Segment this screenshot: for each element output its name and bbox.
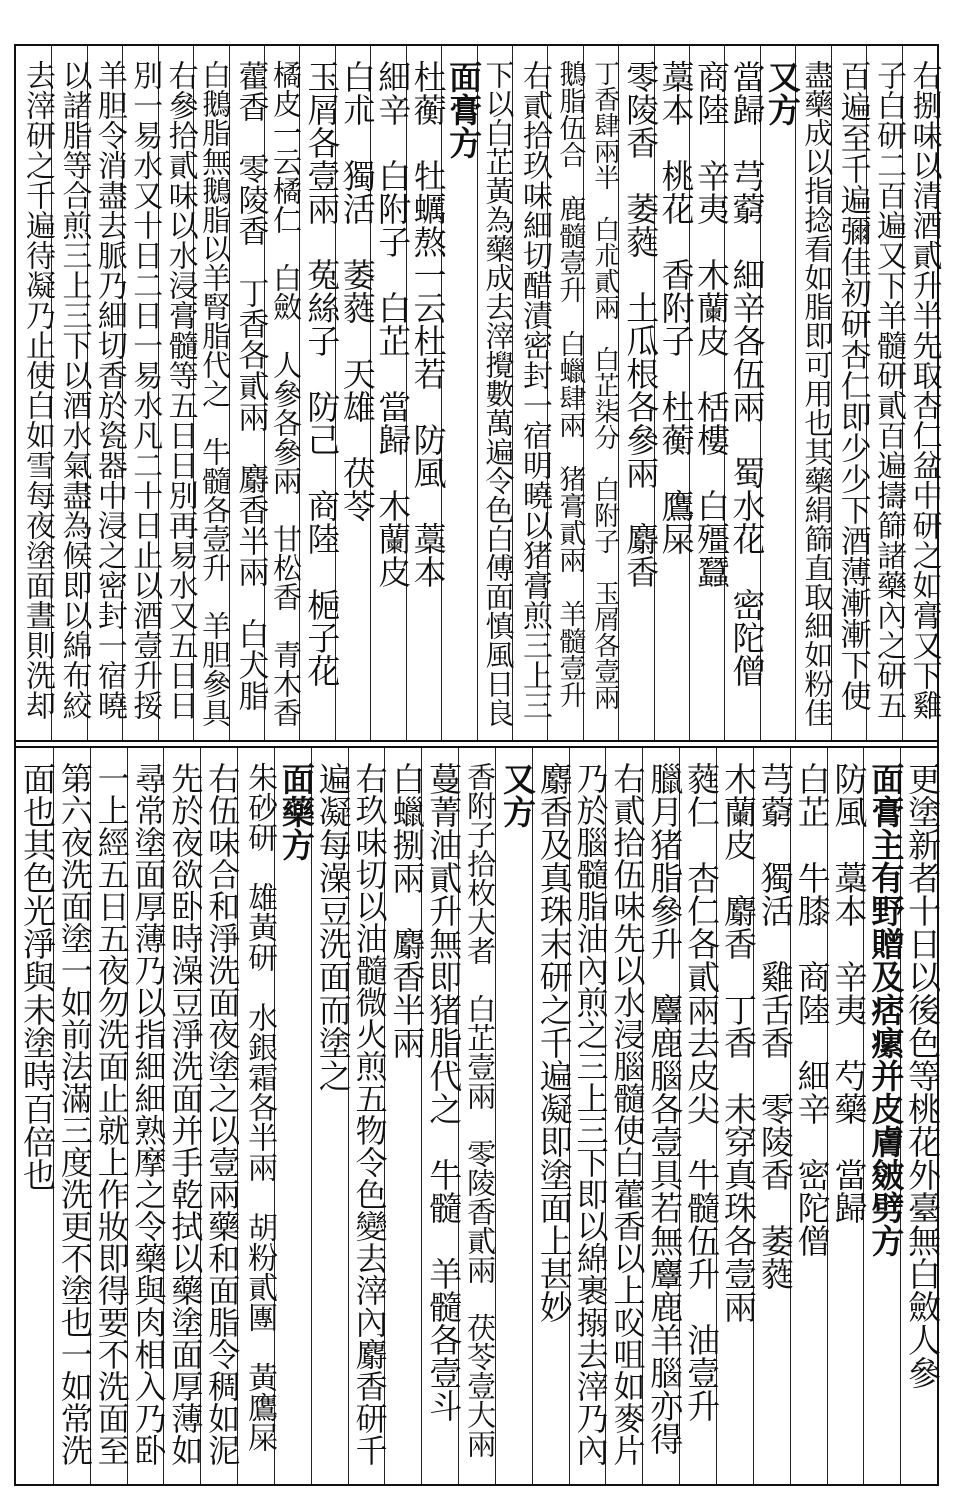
bottom-text-column xyxy=(53,748,94,1484)
column-text: 商陸 辛夷 木蘭皮 栝樓 白殭蠶 xyxy=(692,60,732,588)
column-text: 蔓菁油貳升無即猪脂代之 牛髓 羊髓各壹斗 xyxy=(424,762,464,1422)
column-text: 藁本 桃花 香附子 杜蘅 鷹屎 xyxy=(656,60,696,555)
recipe-title: 面藥方 xyxy=(276,762,316,861)
column-text: 右貳拾玖味細切醋漬密封一宿明曉以猪膏煎三上三 xyxy=(516,60,552,720)
column-text: 右參拾貳味以水浸膏髓等五日日別再易水又五日日 xyxy=(162,60,198,720)
column-text: 下以白芷黃為藥成去滓攪數萬遍令色白傅面慎風日良 xyxy=(481,60,516,727)
column-text: 百遍至千遍彌佳初研杏仁即少少下酒薄漸漸下使 xyxy=(834,60,871,711)
column-text: 朱砂研 雄黃研 水銀霜各半兩 胡粉貳團 黃鷹屎 xyxy=(242,762,278,1452)
column-text: 白鵝脂無鵝脂以羊腎脂代之 牛髓各壹升 羊胆參具 xyxy=(198,60,233,727)
column-text: 去滓研之千遍待凝乃止使白如雪每夜塗面晝則洗却 xyxy=(20,60,56,720)
column-text: 白芷 牛膝 商陸 細辛 密陀僧 xyxy=(792,762,832,1257)
column-text: 白蠟捌兩 麝香半兩 xyxy=(387,762,427,1059)
bottom-text-column xyxy=(532,748,574,1484)
column-text: 白朮 獨活 萎蕤 天雄 茯苓 xyxy=(337,60,377,522)
column-text: 藿香 零陵香 丁香各貳兩 麝香半兩 白犬脂 xyxy=(232,60,269,711)
top-text-column xyxy=(16,46,56,740)
column-text: 子白研二百遍又下羊髓研貳百遍擣篩諸藥內之研五 xyxy=(871,60,907,720)
half-divider xyxy=(14,740,939,748)
column-text: 玉屑各壹兩 菟絲子 防己 商陸 梔子花 xyxy=(302,60,342,687)
column-text: 以諸脂等合煎三上三下以酒水氣盡為候即以綿布絞 xyxy=(56,60,92,720)
column-text: 乃於腦髓脂油內煎之三上三下即以綿裹搦去滓乃內 xyxy=(571,762,610,1466)
column-text: 遍凝每澡豆洗面而塗之 xyxy=(313,762,353,1092)
column-text: 右貳拾伍味先以水浸腦髓使白藿香以上㕮咀如麥片 xyxy=(608,762,647,1466)
column-text: 面也其色光淨與未塗時百倍也 xyxy=(18,762,58,1191)
column-text: 更塗新者十日以後色等桃花外臺無白斂人參 xyxy=(903,762,943,1389)
column-text: 杜蘅 牡蠣熬一云杜若 防風 藁本 xyxy=(408,60,448,588)
column-text: 零陵香 萎蕤 土瓜根各參兩 麝香 xyxy=(621,60,661,588)
column-text: 先於夜欲卧時澡豆淨洗面并手乾拭以藥塗面厚薄如 xyxy=(166,762,205,1466)
column-text: 鵝脂伍合 鹿髓壹升 白蠟肆兩 猪膏貳兩 羊髓壹升 xyxy=(554,60,586,708)
column-text: 丁香肆兩半 白朮貳兩 白芷柒分 白附子 玉屑各壹兩 xyxy=(589,60,620,710)
column-text: 蕤仁 杏仁各貳兩去皮尖 牛髓伍升 油壹升 xyxy=(682,762,722,1422)
column-text: 第六夜洗面塗一如前法滿三度洗更不塗也一如常洗 xyxy=(55,762,94,1466)
top-half-text xyxy=(16,46,942,740)
bottom-half-text xyxy=(16,748,943,1484)
column-text: 香附子拾枚大者 白芷壹兩 零陵香貳兩 茯苓壹大兩 xyxy=(463,762,498,1458)
column-text: 一上經五日五夜勿洗面止就上作妝即得要不洗面至 xyxy=(92,762,131,1466)
column-text: 當歸 芎藭 細辛各伍兩 蜀水花 密陀僧 xyxy=(727,60,767,687)
top-text-column xyxy=(795,46,835,740)
column-text: 麝香及真珠末研之千遍凝即塗面上甚妙 xyxy=(534,762,574,1323)
column-text: 別一易水又十日二日一易水凡二十日止以酒壹升挼 xyxy=(127,60,163,720)
column-text: 橘皮一云橘仁 白斂 人參各參兩 甘松香 青木香 xyxy=(268,60,303,727)
recipe-title: 面膏方 xyxy=(444,60,484,159)
column-text: 右捌味以清酒貳升半先取杏仁盆中研之如膏又下雞 xyxy=(906,60,942,720)
column-text: 盡藥成以指捻看如脂即可用也其藥絹篩直取細如粉佳 xyxy=(800,60,835,727)
recipe-title: 又方 xyxy=(497,762,537,828)
column-text: 臘月猪脂參升 麞鹿腦各壹具若無麞鹿羊腦亦得 xyxy=(645,762,685,1455)
column-text: 細辛 白附子 白芷 當歸 木蘭皮 xyxy=(373,60,413,588)
column-text: 右玖味切以油髓微火煎五物令色變去滓內麝香研千 xyxy=(350,762,389,1466)
column-text: 右伍味合和淨洗面夜塗之以壹兩藥和面脂令稠如泥 xyxy=(203,762,242,1466)
column-text: 芎藭 獨活 雞舌香 零陵香 萎蕤 xyxy=(755,762,795,1290)
recipe-title: 面膏主有野贈及痞瘰并皮膚皴劈方 xyxy=(866,762,906,1257)
column-text: 羊胆令消盡去脈乃細切香於瓷器中浸之密封一宿曉 xyxy=(91,60,127,720)
recipe-title: 又方 xyxy=(762,60,802,126)
column-text: 防風 藁本 辛夷 芍藥 當歸 xyxy=(829,762,869,1224)
column-text: 木蘭皮 麝香 丁香 未穿真珠各壹兩 xyxy=(718,762,758,1323)
column-text: 尋常塗面厚薄乃以指細細熟摩之令藥與肉相入乃卧 xyxy=(129,762,168,1466)
bottom-text-column xyxy=(16,748,58,1484)
